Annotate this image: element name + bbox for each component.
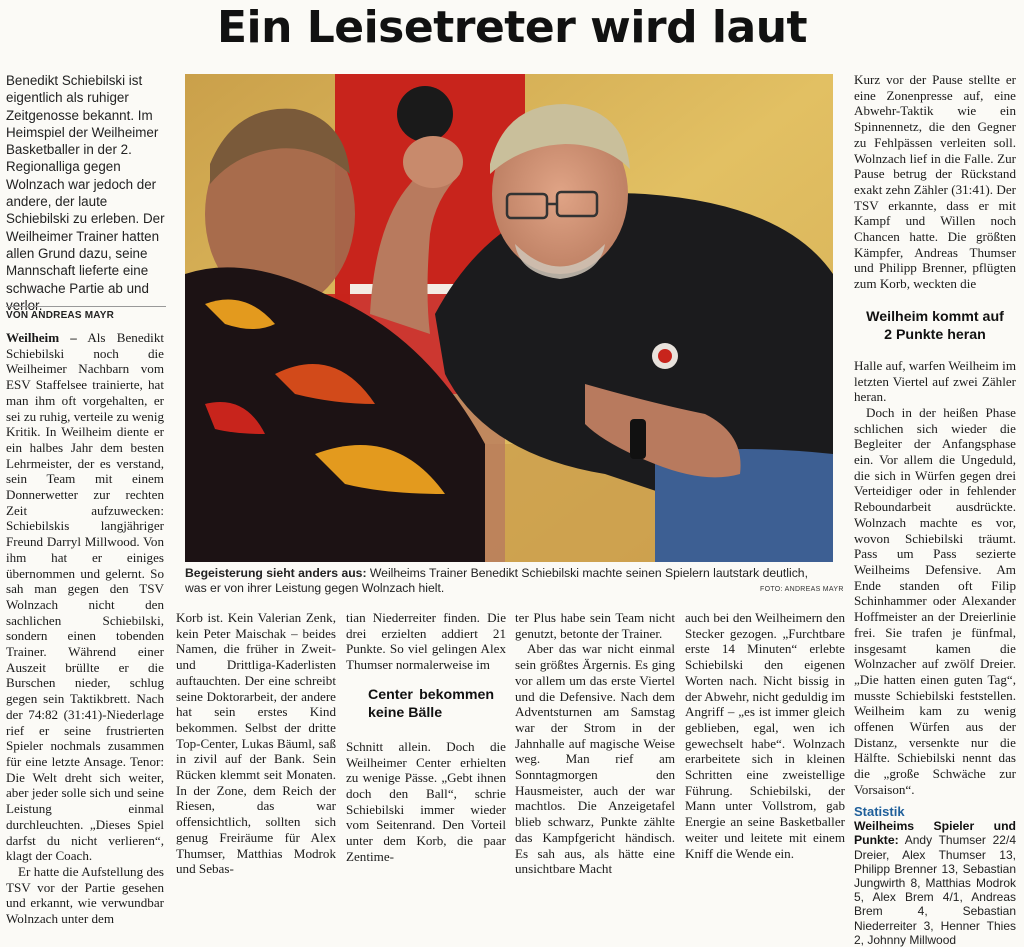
caption-text: Weilheims Trainer Benedikt Schiebilski machte seinen Spielern lautstark deutlich, was er von ihrer Leistung gegen Wolnzach hielt. <box>185 566 808 595</box>
paragraph: Aber das war nicht einmal sein größtes Ärgernis. Es ging vor allem um das erste Viertel und die Defensive. Nach dem Adventsturnen am Samstag war der Strom in der Jahnhalle auf magische Weise weg. Man rief am Sonntagmorgen den Hausmeister, auch der war machtlos. Die Anzeigetafel blieb schwarz, Punkte zählte das Kampfgericht händisch. Es sah aus, als hätte eine unsichtbare Macht <box>515 641 675 877</box>
paragraph: Halle auf, warfen Weilheim im letzten Viertel auf zwei Zähler heran. <box>854 357 1016 405</box>
coach-photo-illustration <box>185 74 833 562</box>
article-photo <box>185 74 833 562</box>
subheading: Weilheim kommt auf 2 Punkte heran <box>866 308 1004 343</box>
paragraph: ter Plus habe sein Team nicht genutzt, betonte der Trainer. <box>515 610 675 641</box>
article-column-6 <box>854 72 1016 947</box>
byline: VON ANDREAS MAYR <box>6 306 166 321</box>
subheading: Center bekommen keine Bälle <box>368 686 494 721</box>
paragraph: Schnitt allein. Doch die Weilheimer Center erhielten zu wenige Pässe. „Gebt ihnen doch den Ball“, schrie Schiebilski immer wieder vom Seitenrand. Den Vorteil unter dem Korb, die paar Zentime- <box>346 738 506 864</box>
paragraph-text: Als Benedikt Schiebilski noch die Weilheimer Nachbarn vom ESV Staffelsee trainierte, hat man ihm oft vorgehalten, er sei zu ruhig, verteile zu wenig Kritik. In Weilheim diente er ein halbes Jahr dem besten Lehrmeister, der es verstand, sein Team mit einem Donnerwetter zur rechten Zeit aufzuwecken: Schiebilskis langjähriger Freund Darryl Millwood. Von ihm hat er einiges übernommen und gelernt. So sah man gegen den TSV Wolnzach nicht den sachlichen Schiebilski, sondern einen tobenden Trainer. Während einer Auszeit brüllte er die Burschen nieder, schlug gegen sein Taktikbrett. Nach der 74:82 (31:41)-Niederlage rief er seine frustrierten Spieler nochmals zusammen für eine letzte Ansage. Tenor: Die Welt dreht sich weiter, aber jeder solle sich und seine Leistung einmal durchleuchten. „Dieses Spiel darfst du nicht verlieren“, klagt der Coach. <box>6 330 164 864</box>
paragraph: Kurz vor der Pause stellte er eine Zonenpresse auf, eine Abwehr-Taktik wie ein Spinnennetz, die den Gegner zu Fehlpässen verleiten soll. Wolnzach lief in die Falle. Zur Pause betrug der Rückstand exakt zehn Zähler (31:41). Der TSV erkannte, dass er mit Kampf und Willen noch Chancen hatte. Die größten Kämpfer, Andreas Thumser und Philipp Brenner, pflügten zum Korb, weckten die <box>854 72 1016 292</box>
dateline: Weilheim – <box>6 330 77 345</box>
article-column-5 <box>685 610 845 861</box>
photo-credit: FOTO: ANDREAS MAYR <box>760 586 844 593</box>
paragraph: auch bei den Weilheimern den Stecker gezogen. „Furchtbare erste 14 Minuten“ erlebte Schiebilski den eigenen Worten nach. Nicht bissig in der Abwehr, nicht geduldig im Angriff – „es ist immer gleich geblieben, egal, wen ich gewechselt habe“. Wolnzach erarbeitete sich in kleinen Schritten eine zweistellige Führung. Schiebilski, der Mann unter Vollstrom, gab Energie an seine Basketballer weiter und leitete mit einem Kniff die Wende ein. <box>685 610 845 861</box>
paragraph <box>6 330 164 864</box>
statistics-text <box>854 819 1016 947</box>
article-column-2 <box>176 610 336 877</box>
photo-caption <box>185 566 833 596</box>
paragraph: Doch in der heißen Phase schlichen sich wieder die Begleiter der Anfangsphase ein. Vor allem die Ungeduld, die sich in Würfen gegen drei Verteidiger oder in fehlender Reboundarbeit ausdrückte. Wolnzach machte es vor, wovon Schiebilski träumt. Pass um Pass sezierte Weilheims Defensive. Am Ende standen oft Filip Schinhammer oder Alexander Hoffmeister an der Dreierlinie frei. Sie trafen je fünfmal, insgesamt kamen die Wolnzacher auf zwölf Dreier. „Die hatten einen guten Tag“, musste Schiebilski feststellen. Weilheim kam zu wenig offenen Würfen aus der Distanz, versenkte nur die Hälfte. Schiebilski nennt das die „große Schwäche zur Vorsaison“. <box>854 404 1016 797</box>
statistics-subheading: Weilheims Spieler und Punkte: <box>854 819 1016 848</box>
statistics-box <box>854 804 1016 947</box>
article-lead: Benedikt Schiebilski ist eigentlich als ruhiger Zeitgenosse bekannt. Im Heimspiel der Weilheimer Basketballer in der 2. Regionalliga gegen Wolnzach war jedoch der andere, der laute Schiebilski zu erleben. Der Weilheimer Trainer hatten allen Grund dazu, seine Mannschaft lieferte eine schwache Partie ab und verlor. <box>6 73 165 313</box>
article-column-4 <box>515 610 675 877</box>
article-column-1 <box>6 330 164 927</box>
caption-head: Begeisterung sieht anders aus: <box>185 566 367 580</box>
article-column-3 <box>346 610 506 864</box>
statistics-players: Andy Thumser 22/4 Dreier, Alex Thumser 13, Philipp Brenner 13, Sebastian Jungwirth 8, Matthias Modrok 5, Alex Brem 4/1, Andreas Brem 4, Sebastian Niederreiter 3, Henner Thies 2, Johnny Millwood <box>854 833 1016 947</box>
jersey-logo-icon <box>397 86 453 142</box>
statistics-heading: Statistik <box>854 803 905 819</box>
headline: Ein Leisetreter wird laut <box>216 2 808 53</box>
wristwatch-icon <box>630 419 646 459</box>
paragraph: tian Niederreiter finden. Die drei erzielten addiert 21 Punkte. So viel gelingen Alex Thumser normalerweise im <box>346 610 506 673</box>
paragraph: Er hatte die Aufstellung des TSV vor der Partie gesehen und erkannt, wie verwundbar Wolnzach unter dem <box>6 863 164 927</box>
paragraph: Korb ist. Kein Valerian Zenk, kein Peter Maischak – beides Namen, die früher in Zweit- und Drittliga-Kaderlisten auftauchten. Der eine schreibt seine Doktorarbeit, der andere hat sein erstes Kind bekommen. Selbst der dritte Top-Center, Lukas Bäuml, saß in zivil auf der Bank. Sein Rücken klemmt seit Monaten. In der Zone, dem Reich der Riesen, das war offensichtlich, sollten sich genug Freiräume für Alex Thumser, Matthias Modrok und Sebas- <box>176 610 336 877</box>
